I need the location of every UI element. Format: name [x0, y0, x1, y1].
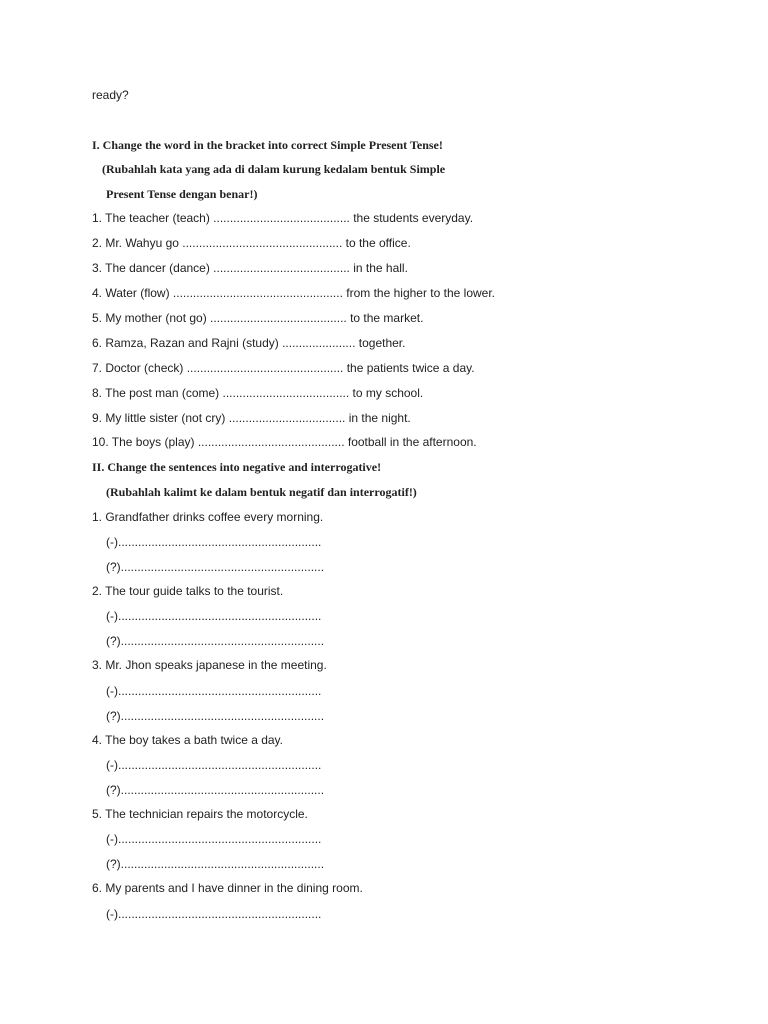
- exercise2-sentence: 1. Grandfather drinks coffee every morning.: [92, 510, 324, 524]
- question-answer-line: (?).............................................................: [106, 857, 325, 871]
- section1-subheading-line2: Present Tense dengan benar!): [106, 187, 258, 201]
- exercise1-item: 5. My mother (not go) ......................................... to the market.: [92, 311, 424, 325]
- exercise1-item: 4. Water (flow) ................................................... from the higher to the lower.: [92, 286, 496, 300]
- negative-answer-line: (-).............................................................: [106, 535, 322, 549]
- question-answer-line: (?).............................................................: [106, 709, 325, 723]
- exercise1-item: 7. Doctor (check) ............................................... the patients twice a day.: [92, 361, 475, 375]
- negative-answer-line: (-).............................................................: [106, 609, 322, 623]
- exercise1-item: 1. The teacher (teach) ......................................... the students everyday.: [92, 211, 474, 225]
- section2-heading: II. Change the sentences into negative and interrogative!: [92, 460, 382, 474]
- exercise1-item: 2. Mr. Wahyu go ................................................ to the office.: [92, 236, 411, 250]
- exercise2-sentence: 5. The technician repairs the motorcycle.: [92, 807, 308, 821]
- section1-heading: I. Change the word in the bracket into correct Simple Present Tense!: [92, 138, 443, 152]
- exercise1-item: 8. The post man (come) ...................................... to my school.: [92, 386, 424, 400]
- exercise1-item: 9. My little sister (not cry) ................................... in the night.: [92, 411, 411, 425]
- section1-subheading-line1: (Rubahlah kata yang ada di dalam kurung kedalam bentuk Simple: [102, 162, 446, 176]
- exercise1-item: 6. Ramza, Razan and Rajni (study) ...................... together.: [92, 336, 406, 350]
- question-answer-line: (?).............................................................: [106, 560, 325, 574]
- exercise2-sentence: 3. Mr. Jhon speaks japanese in the meeting.: [92, 658, 327, 672]
- negative-answer-line: (-).............................................................: [106, 684, 322, 698]
- question-answer-line: (?).............................................................: [106, 634, 325, 648]
- exercise2-sentence: 2. The tour guide talks to the tourist.: [92, 584, 284, 598]
- exercise2-sentence: 4. The boy takes a bath twice a day.: [92, 733, 284, 747]
- negative-answer-line: (-).............................................................: [106, 907, 322, 921]
- intro-text: ready?: [92, 88, 129, 102]
- exercise1-item: 3. The dancer (dance) ......................................... in the hall.: [92, 261, 408, 275]
- exercise1-item: 10. The boys (play) ............................................ football in the afternoon.: [92, 435, 477, 449]
- exercise2-sentence: 6. My parents and I have dinner in the dining room.: [92, 881, 363, 895]
- negative-answer-line: (-).............................................................: [106, 758, 322, 772]
- question-answer-line: (?).............................................................: [106, 783, 325, 797]
- negative-answer-line: (-).............................................................: [106, 832, 322, 846]
- section2-subheading: (Rubahlah kalimt ke dalam bentuk negatif dan interrogatif!): [106, 485, 417, 499]
